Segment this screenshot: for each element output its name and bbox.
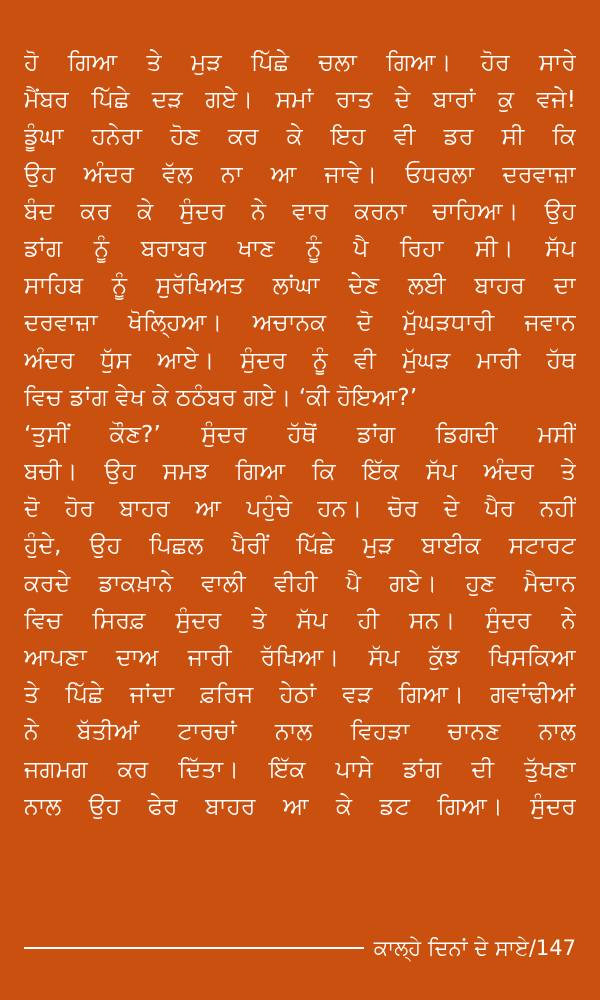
text-line: ਕਰਦੇ ਡਾਕਖ਼ਾਨੇ ਵਾਲੀ ਵੀਹੀ ਪੈ ਗਏ। ਹੁਣ ਮੈਦਾਨ xyxy=(24,568,576,597)
page-footer xyxy=(24,928,576,968)
text-line: ਸਾਹਿਬ ਨੂੰ ਸੁਰੱਖਿਅਤ ਲਾਂਘਾ ਦੇਣ ਲਈ ਬਾਹਰ ਦਾ xyxy=(24,271,576,300)
running-title: ਕਾਲ੍ਹੇ ਦਿਨਾਂ ਦੇ ਸਾਏ xyxy=(373,935,529,960)
text-line: ਵਿਚ ਸਿਰਫ਼ ਸੁੰਦਰ ਤੇ ਸੱਪ ਹੀ ਸਨ। ਸੁੰਦਰ ਨੇ xyxy=(24,605,576,634)
footer-label xyxy=(374,936,576,961)
text-line: ਡਾਂਗ ਨੂੰ ਬਰਾਬਰ ਖਾਣ ਨੂੰ ਪੈ ਰਿਹਾ ਸੀ। ਸੱਪ xyxy=(24,233,576,262)
footer-separator: / xyxy=(528,935,536,960)
text-line: ਡੂੰਘਾ ਹਨੇਰਾ ਹੋਣ ਕਰ ਕੇ ਇਹ ਵੀ ਡਰ ਸੀ ਕਿ xyxy=(24,122,576,151)
text-line: ‘ਤੁਸੀਂ ਕੌਣ?’ ਸੁੰਦਰ ਹੱਥੋਂ ਡਾਂਗ ਡਿਗਦੀ ਮਸੀਂ xyxy=(24,419,576,448)
text-line: ਜਗਮਗ ਕਰ ਦਿੱਤਾ। ਇੱਕ ਪਾਸੇ ਡਾਂਗ ਦੀ ਤੁੱਖਣਾ xyxy=(24,754,576,783)
text-line: ਅੰਦਰ ਧੁੱਸ ਆਏ। ਸੁੰਦਰ ਨੂੰ ਵੀ ਮੁੱਘੜ ਮਾਰੀ ਹੱਥ xyxy=(24,345,576,374)
text-line: ਵਿਚ ਡਾਂਗ ਵੇਖ ਕੇ ਠਠੰਬਰ ਗਏ। ‘ਕੀ ਹੋਇਆ?’ xyxy=(24,382,418,411)
text-line: ਬੰਦ ਕਰ ਕੇ ਸੁੰਦਰ ਨੇ ਵਾਰ ਕਰਨਾ ਚਾਹਿਆ। ਉਹ xyxy=(24,196,576,225)
text-line: ਦੋ ਹੋਰ ਬਾਹਰ ਆ ਪਹੁੰਚੇ ਹਨ। ਚੋਰ ਦੇ ਪੈਰ ਨਹੀਂ xyxy=(24,494,576,523)
footer-rule xyxy=(24,947,364,949)
text-line: ਦਰਵਾਜ਼ਾ ਖੋਲ੍ਹਿਆ। ਅਚਾਨਕ ਦੋ ਮੁੱਘੜਧਾਰੀ ਜਵਾਨ xyxy=(24,308,576,337)
text-line: ਬਚੀ। ਉਹ ਸਮਝ ਗਿਆ ਕਿ ਇੱਕ ਸੱਪ ਅੰਦਰ ਤੇ xyxy=(24,457,576,486)
text-line: ਉਹ ਅੰਦਰ ਵੱਲ ਨਾ ਆ ਜਾਵੇ। ਓਧਰਲਾ ਦਰਵਾਜ਼ਾ xyxy=(24,159,576,188)
text-line: ਨਾਲ ਉਹ ਫੇਰ ਬਾਹਰ ਆ ਕੇ ਡਟ ਗਿਆ। ਸੁੰਦਰ xyxy=(24,791,576,820)
text-line: ਆਪਣਾ ਦਾਅ ਜਾਰੀ ਰੱਖਿਆ। ਸੱਪ ਕੁੱਝ ਖਿਸਕਿਆ xyxy=(24,643,576,671)
text-line: ਹੁੰਦੇ, ਉਹ ਪਿਛਲ ਪੈਰੀਂ ਪਿੱਛੇ ਮੁੜ ਬਾਈਕ ਸਟਾਰਟ xyxy=(24,531,576,560)
body-text xyxy=(24,44,576,825)
text-line: ਤੇ ਪਿੱਛੇ ਜਾਂਦਾ ਫ਼ਰਿਜ ਹੇਠਾਂ ਵੜ ਗਿਆ। ਗਵਾਂਢੀਆਂ xyxy=(24,680,576,709)
text-line: ਹੋ ਗਿਆ ਤੇ ਮੁੜ ਪਿੱਛੇ ਚਲਾ ਗਿਆ। ਹੋਰ ਸਾਰੇ xyxy=(24,48,576,76)
text-line: ਨੇ ਬੱਤੀਆਂ ਟਾਰਚਾਂ ਨਾਲ ਵਿਹੜਾ ਚਾਨਣ ਨਾਲ xyxy=(24,717,576,746)
page-number: 147 xyxy=(535,935,576,960)
text-line: ਮੈਂਬਰ ਪਿੱਛੇ ਦੜ ਗਏ। ਸਮਾਂ ਰਾਤ ਦੇ ਬਾਰਾਂ ਕੁ ਵਜੇ! xyxy=(24,85,576,114)
